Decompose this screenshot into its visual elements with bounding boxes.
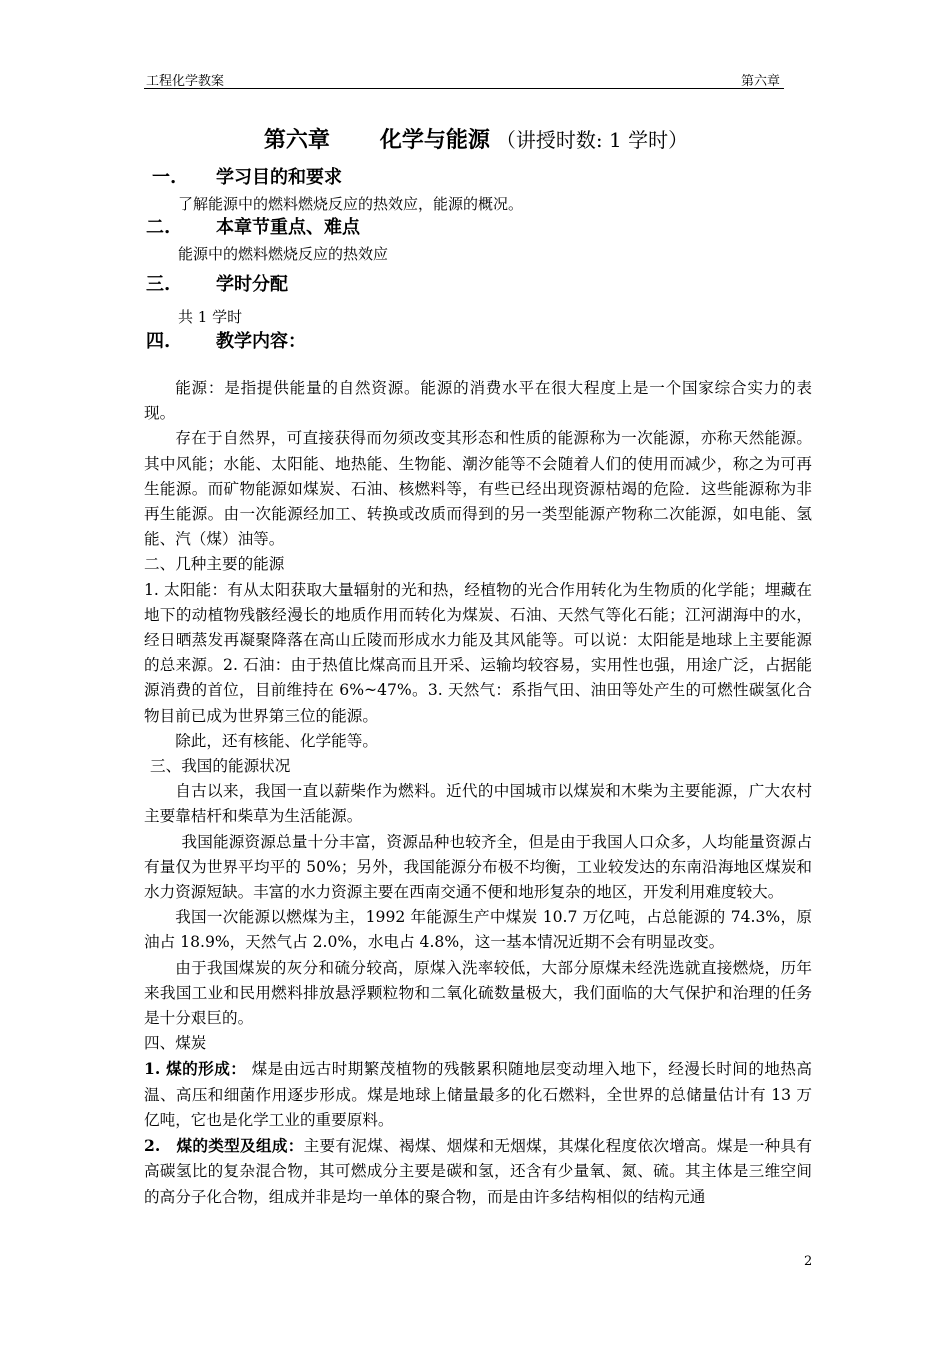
- section-title: 教学内容：: [216, 331, 306, 352]
- section-content-2: 能源中的燃料燃烧反应的热效应: [178, 245, 389, 263]
- paragraph-energy-sources: 1. 太阳能：有从太阳获取大量辐射的光和热，经植物的光合作用转化为生物质的化学能；埋藏在地下的动植物残骸经漫长的地质作用而转化为煤炭、石油、天然气等化石能；江河湖海中的水，经日晒蒸发再凝聚降落在高山丘陵而形成水力能及其风能等。可以说：太阳能是地球上主要能源的总来源。2. 石油：由于热值比煤高而且开采、运输均较容易，实用性也强，用途广泛，占据能源消费的首位，目前维持在 6%~47%。3. 天然气：系指气田、油田等处产生的可燃性碳氢化合物目前已成为世界第三位的能源。: [144, 580, 812, 725]
- paragraph-pollution: 由于我国煤炭的灰分和硫分较高，原煤入洗率较低，大部分原煤未经洗选就直接燃烧，历年来我国工业和民用燃料排放悬浮颗粒物和二氧化硫数量极大，我们面临的大气保护和治理的任务是十分艰巨的。: [144, 958, 812, 1028]
- section-title: 学时分配: [216, 274, 288, 295]
- section-number: 四.: [146, 331, 171, 352]
- section-title: 学习目的和要求: [216, 167, 342, 188]
- header-chapter: 第六章: [740, 74, 780, 89]
- page-header: [144, 62, 784, 89]
- paragraph-other-energy: 除此，还有核能、化学能等。: [175, 731, 378, 750]
- coal-types-label: 2. 煤的类型及组成：: [144, 1136, 304, 1156]
- section-content-3: 共 1 学时: [178, 308, 243, 326]
- paragraph-resources: 我国能源资源总量十分丰富，资源品种也较齐全，但是由于我国人口众多，人均能量资源占有量仅为世界平均平的 50%；另外，我国能源分布极不均衡，工业较发达的东南沿海地区煤炭和水力资源短缺。丰富的水力资源主要在西南交通不便和地形复杂的地区，开发利用难度较大。: [144, 832, 812, 902]
- paragraph-primary-energy: 存在于自然界，可直接获得而勿须改变其形态和性质的能源称为一次能源，亦称天然能源。其中风能；水能、太阳能、地热能、生物能、潮汐能等不会随着人们的使用而减少，称之为可再生能源。而矿物能源如煤炭、石油、核燃料等，有些已经出现资源枯竭的危险．这些能源称为非再生能源。由一次能源经加工、转换或改质而得到的另一类型能源产物称二次能源，如电能、氢能、汽（煤）油等。: [144, 429, 812, 549]
- chapter-name: 化学与能源: [379, 127, 490, 153]
- header-doc-title: 工程化学教案: [146, 74, 225, 89]
- chapter-title: [0, 125, 952, 156]
- subheading-coal: 四、煤炭: [144, 1034, 207, 1053]
- section-number: 三.: [146, 274, 171, 295]
- teaching-content: [144, 376, 812, 1210]
- paragraph-energy-definition: 能源：是指提供能量的自然资源。能源的消费水平在很大程度上是一个国家综合实力的表现。: [144, 379, 812, 423]
- coal-formation-label: 1. 煤的形成：: [144, 1059, 247, 1079]
- section-heading-3: [146, 272, 288, 298]
- coal-formation-text: 煤是由远古时期繁茂植物的残骸累积随地层变动埋入地下，经漫长时间的地热高温、高压和细菌作用逐步形成。煤是地球上储量最多的化石燃料，全世界的总储量估计有 13 万亿吨，它也是化学工业的重要原料。: [144, 1060, 812, 1129]
- chapter-number: 第六章: [263, 127, 330, 153]
- paragraph-coal-formation: [144, 1056, 812, 1133]
- section-number: 二.: [146, 217, 171, 238]
- coal-types-text: 主要有泥煤、褐煤、烟煤和无烟煤，其煤化程度依次增高。煤是一种具有高碳氢比的复杂混合物，其可燃成分主要是碳和氢，还含有少量氧、氮、硫。其主体是三维空间的高分子化合物，组成并非是均一单体的聚合物，而是由许多结构相似的结构元通: [144, 1137, 812, 1206]
- paragraph-primary-structure: 我国一次能源以燃煤为主，1992 年能源生产中煤炭 10.7 万亿吨，占总能源的 74.3%，原油占 18.9%，天然气占 2.0%，水电占 4.8%，这一基本情况近期不会有明显改变。: [144, 908, 812, 952]
- section-heading-4: [146, 329, 306, 355]
- section-title: 本章节重点、难点: [216, 217, 360, 238]
- section-heading-1: [152, 165, 342, 191]
- paragraph-coal-types: [144, 1133, 812, 1210]
- subheading-main-energy-sources: 二、几种主要的能源: [144, 555, 285, 574]
- page-number: 2: [804, 1254, 813, 1269]
- section-number: 一.: [152, 167, 177, 188]
- teaching-hours: （讲授时数: 1 学时）: [495, 128, 689, 152]
- section-heading-2: [146, 215, 360, 241]
- paragraph-history: 自古以来，我国一直以薪柴作为燃料。近代的中国城市以煤炭和木柴为主要能源，广大农村主要靠桔杆和柴草为生活能源。: [144, 782, 812, 826]
- section-content-1: 了解能源中的燃料燃烧反应的热效应，能源的概况。: [178, 195, 524, 213]
- subheading-china-energy: 三、我国的能源状况: [150, 757, 291, 776]
